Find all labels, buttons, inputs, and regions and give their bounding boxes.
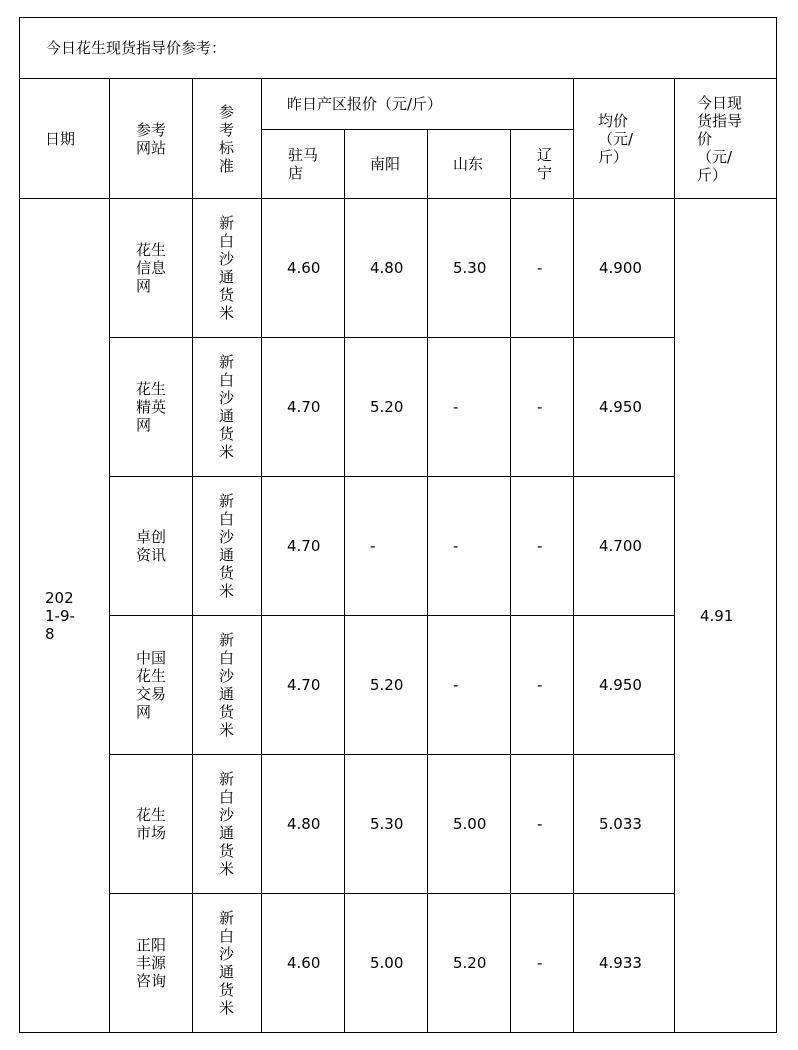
price-nanyang: 5.00 xyxy=(345,894,428,1033)
site-name: 卓创资讯 xyxy=(136,528,167,564)
site-name: 花生市场 xyxy=(136,806,167,842)
site-cell xyxy=(110,338,193,477)
standard-text: 新白沙通货米 xyxy=(219,909,235,1017)
price-liaoning: - xyxy=(511,477,574,616)
header-origin-zhumadian xyxy=(262,130,345,199)
standard-text: 新白沙通货米 xyxy=(219,631,235,739)
table-row xyxy=(20,199,777,338)
price-shandong: 5.00 xyxy=(428,755,511,894)
average-price: 4.933 xyxy=(574,894,675,1033)
table-row xyxy=(20,477,777,616)
site-cell xyxy=(110,477,193,616)
price-liaoning: - xyxy=(511,755,574,894)
header-guide-text: 今日现货指导价（元/斤） xyxy=(697,93,743,184)
price-shandong: - xyxy=(428,338,511,477)
header-origin-liaoning xyxy=(511,130,574,199)
table-row xyxy=(20,338,777,477)
price-shandong: 5.30 xyxy=(428,199,511,338)
standard-cell xyxy=(193,755,262,894)
average-price: 4.900 xyxy=(574,199,675,338)
average-price: 4.700 xyxy=(574,477,675,616)
header-origin-shandong: 山东 xyxy=(428,130,511,199)
table-row xyxy=(20,894,777,1033)
standard-text: 新白沙通货米 xyxy=(219,353,235,461)
price-zhumadian: 4.80 xyxy=(262,755,345,894)
site-cell xyxy=(110,894,193,1033)
average-price: 4.950 xyxy=(574,338,675,477)
standard-cell xyxy=(193,338,262,477)
header-date: 日期 xyxy=(20,79,110,199)
site-name: 花生精英网 xyxy=(136,380,167,434)
table-row xyxy=(20,616,777,755)
price-zhumadian: 4.70 xyxy=(262,477,345,616)
guide-price: 4.91 xyxy=(675,199,777,1033)
standard-cell xyxy=(193,616,262,755)
price-zhumadian: 4.70 xyxy=(262,616,345,755)
price-liaoning: - xyxy=(511,199,574,338)
site-name: 正阳丰源咨询 xyxy=(136,936,167,990)
standard-text: 新白沙通货米 xyxy=(219,492,235,600)
price-liaoning: - xyxy=(511,616,574,755)
site-name: 中国花生交易网 xyxy=(136,649,167,721)
title-row xyxy=(20,18,777,79)
standard-text: 新白沙通货米 xyxy=(219,770,235,878)
header-standard-text: 参考标准 xyxy=(219,102,235,175)
price-zhumadian: 4.70 xyxy=(262,338,345,477)
standard-cell xyxy=(193,477,262,616)
header-origin-liaoning-text: 辽宁 xyxy=(537,146,553,182)
header-site xyxy=(110,79,193,199)
standard-cell xyxy=(193,199,262,338)
price-nanyang: 5.20 xyxy=(345,338,428,477)
price-shandong: - xyxy=(428,616,511,755)
price-table xyxy=(19,17,777,1033)
price-nanyang: - xyxy=(345,477,428,616)
standard-cell xyxy=(193,894,262,1033)
header-average-text: 均价（元/斤） xyxy=(598,111,634,166)
date-text: 2021-9-8 xyxy=(45,588,75,643)
header-average xyxy=(574,79,675,199)
table-title: 今日花生现货指导价参考： xyxy=(20,18,777,79)
date-cell xyxy=(20,199,110,1033)
header-guide xyxy=(675,79,777,199)
price-zhumadian: 4.60 xyxy=(262,199,345,338)
price-liaoning: - xyxy=(511,338,574,477)
header-origin-nanyang: 南阳 xyxy=(345,130,428,199)
table-row xyxy=(20,755,777,894)
header-standard xyxy=(193,79,262,199)
site-cell xyxy=(110,616,193,755)
price-nanyang: 5.20 xyxy=(345,616,428,755)
price-nanyang: 5.30 xyxy=(345,755,428,894)
site-name: 花生信息网 xyxy=(136,241,167,295)
site-cell xyxy=(110,755,193,894)
header-row-top xyxy=(20,79,777,130)
price-shandong: - xyxy=(428,477,511,616)
site-cell xyxy=(110,199,193,338)
header-site-text: 参考网站 xyxy=(136,120,167,157)
price-shandong: 5.20 xyxy=(428,894,511,1033)
standard-text: 新白沙通货米 xyxy=(219,214,235,322)
price-nanyang: 4.80 xyxy=(345,199,428,338)
header-origin-group: 昨日产区报价（元/斤） xyxy=(262,79,574,130)
average-price: 4.950 xyxy=(574,616,675,755)
average-price: 5.033 xyxy=(574,755,675,894)
price-zhumadian: 4.60 xyxy=(262,894,345,1033)
header-origin-zhumadian-text: 驻马店 xyxy=(288,146,319,182)
price-liaoning: - xyxy=(511,894,574,1033)
